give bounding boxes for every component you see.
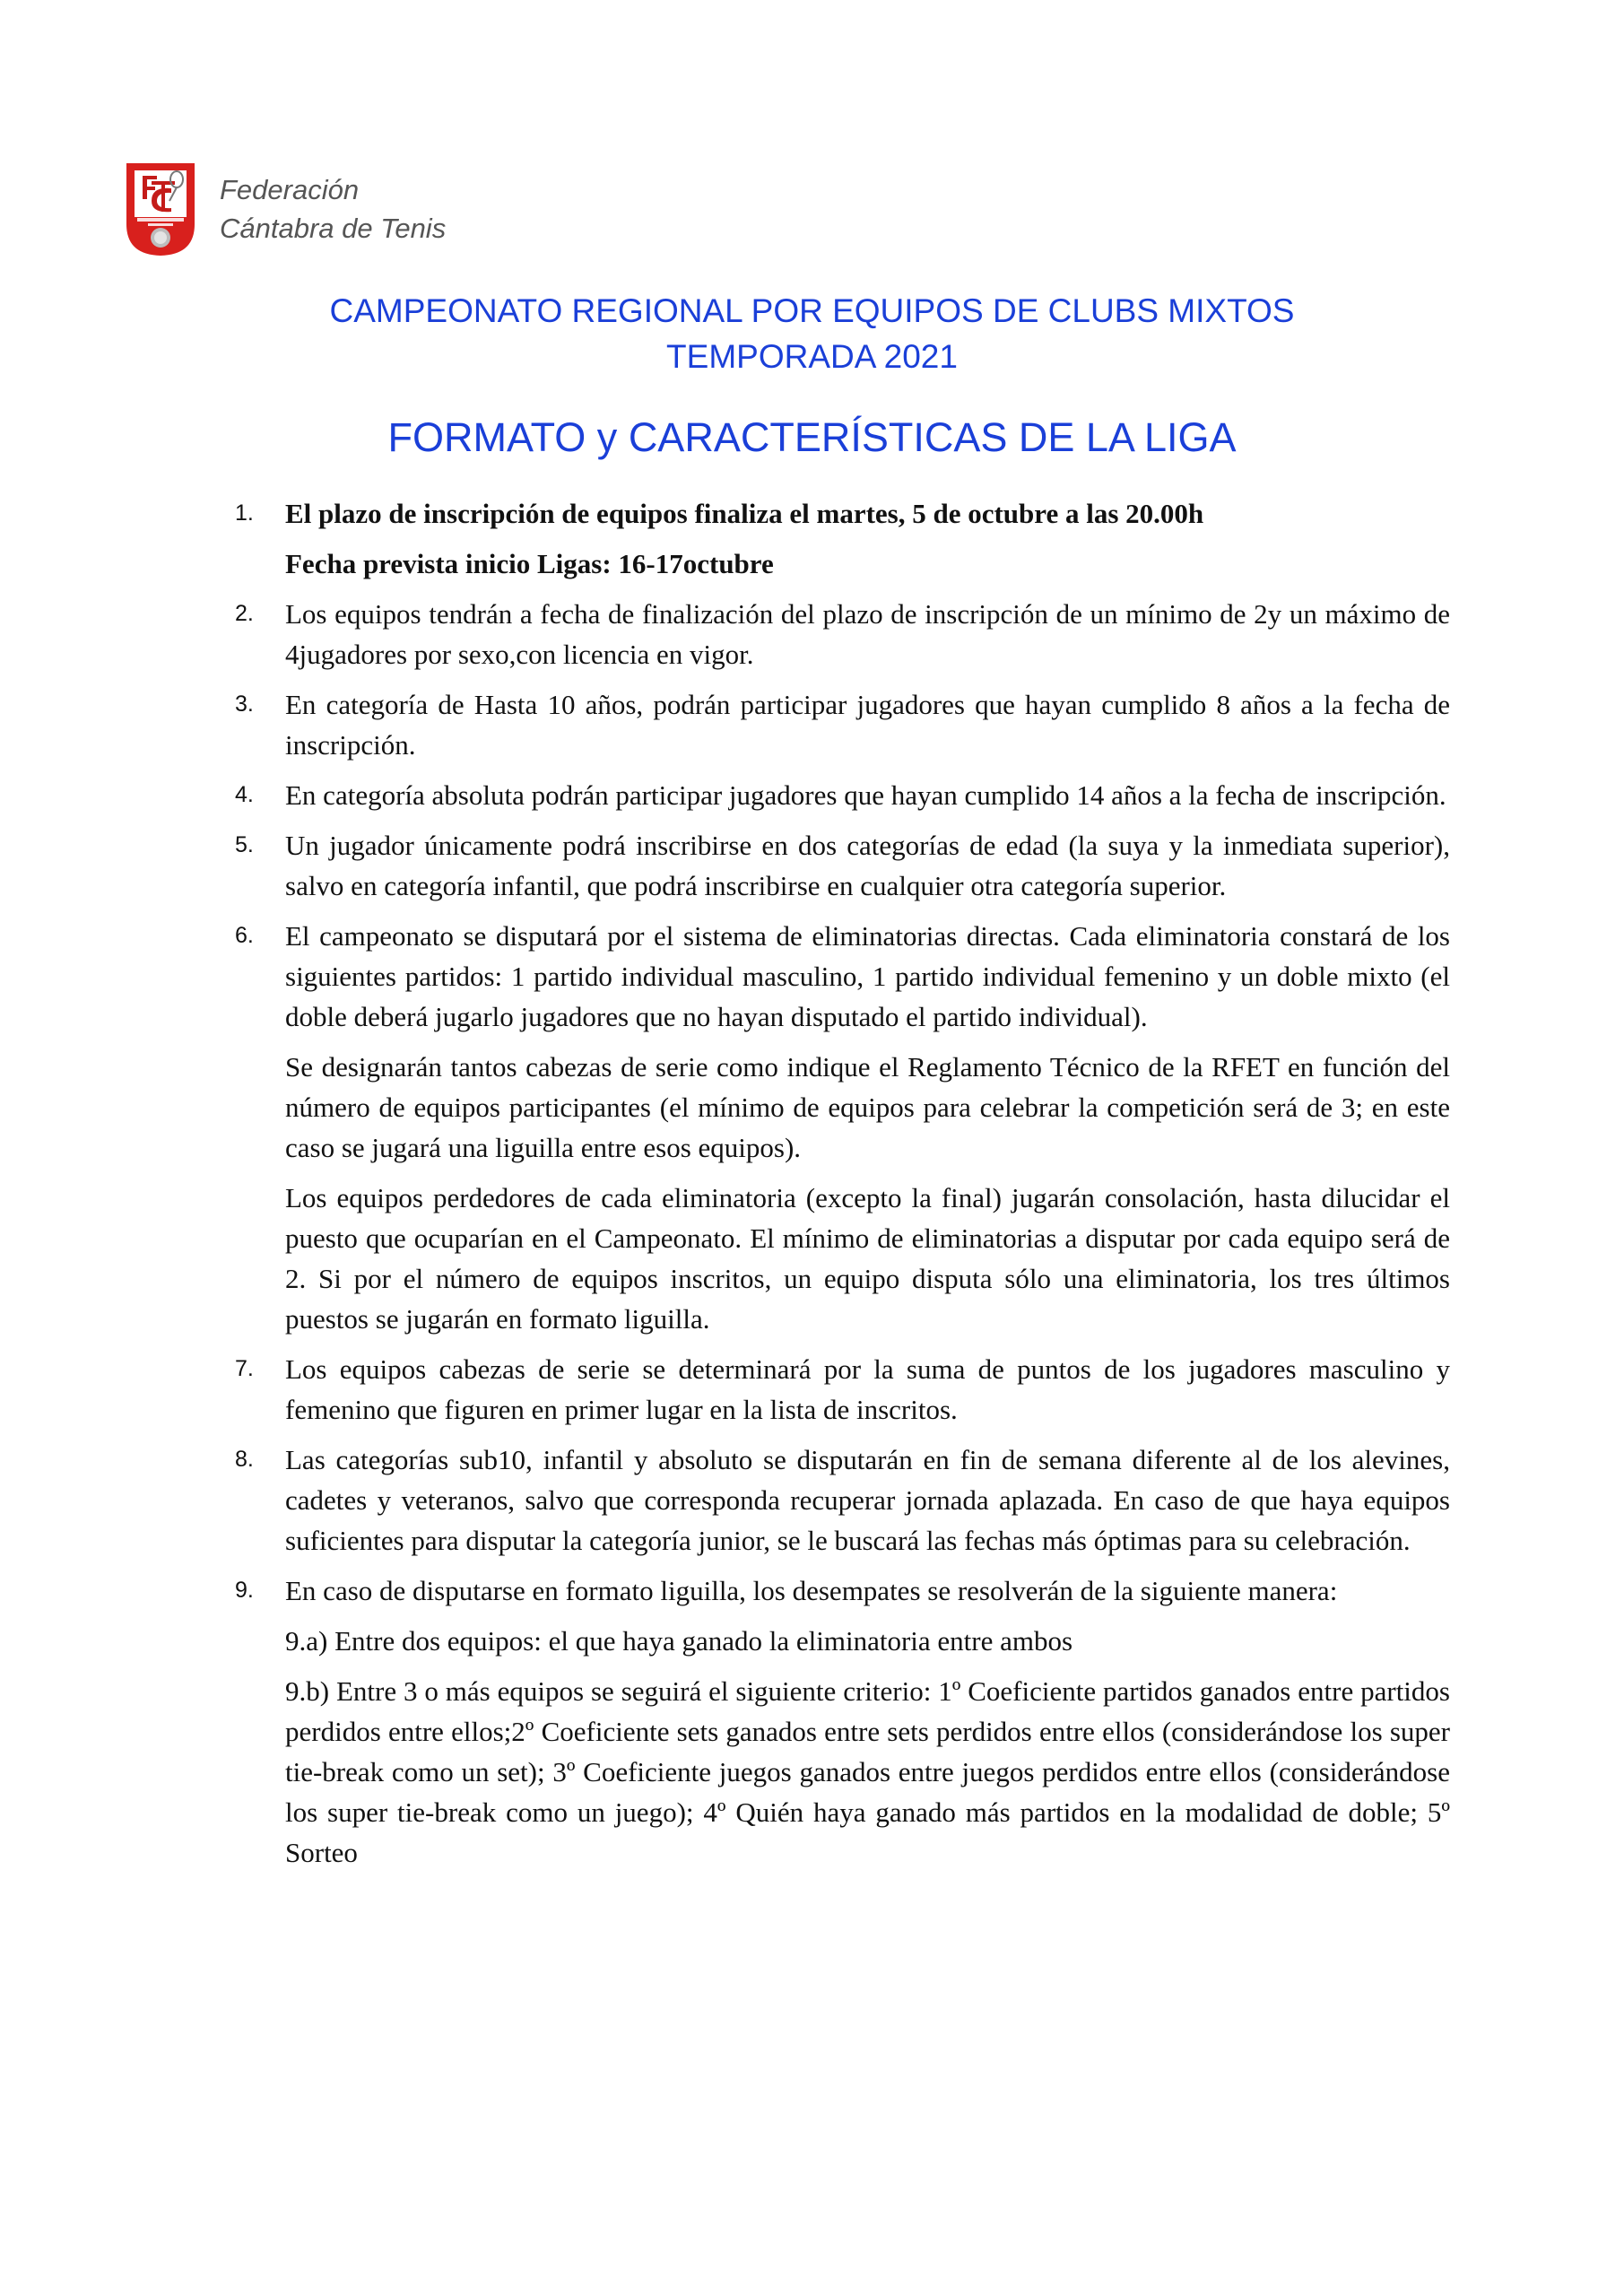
list-item [235, 594, 1450, 674]
list-item [235, 684, 1450, 765]
list-item [235, 1439, 1450, 1561]
item-text: Los equipos cabezas de serie se determinará por la suma de puntos de los jugadores masculino y femenino que figuren en primer lugar en la lista de inscritos. [285, 1353, 1450, 1425]
item-text: El plazo de inscripción de equipos finaliza el martes, 5 de octubre a las 20.00h [285, 498, 1204, 529]
item-number: 3. [235, 691, 254, 717]
item-number: 2. [235, 601, 254, 626]
item-number: 7. [235, 1356, 254, 1381]
organization-name-line1: Federación [220, 174, 360, 205]
item-text: En categoría de Hasta 10 años, podrán participar jugadores que hayan cumplido 8 años a la fecha de inscripción. [285, 689, 1450, 761]
list-item [235, 1349, 1450, 1430]
item-text: Los equipos perdedores de cada eliminatoria (excepto la final) jugarán consolación, hasta dilucidar el puesto que ocuparían en el Campeonato. El mínimo de eliminatorias a disputar por cada equipo será de 2. Si por el número de equipos inscritos, un equipo disputa sólo una eliminatoria, los tres últimos puestos se jugarán en formato liguilla. [285, 1182, 1450, 1335]
organization-name [220, 170, 446, 248]
list-item [235, 825, 1450, 906]
item-text: Un jugador únicamente podrá inscribirse en dos categorías de edad (la suya y la inmediata superior), salvo en categoría infantil, que podrá inscribirse en cualquier otra categoría superior. [285, 830, 1450, 901]
item-text: Fecha prevista inicio Ligas: 16-17octubre [285, 548, 774, 579]
item-text: En caso de disputarse en formato liguilla, los desempates se resolverán de la siguiente manera: [285, 1575, 1338, 1606]
item-text: 9.b) Entre 3 o más equipos se seguirá el siguiente criterio: 1º Coeficiente partidos ganados entre partidos perdidos entre ellos;2º Coeficiente sets ganados entre sets perdidos entre ellos (considerándose los super tie-break como un set); 3º Coeficiente juegos ganados entre juegos perdidos entre ellos (considerándose los super tie-break como un juego); 4º Quién haya ganado más partidos en la modalidad de doble; 5º Sorteo [285, 1675, 1450, 1868]
item-text: Las categorías sub10, infantil y absoluto se disputarán en fin de semana diferente al de los alevines, cadetes y veteranos, salvo que corresponda recuperar jornada aplazada. En caso de que haya equipos suficientes para disputar la categoría junior, se le buscará las fechas más óptimas para su celebración. [285, 1444, 1450, 1556]
document-subtitle: FORMATO y CARACTERÍSTICAS DE LA LIGA [387, 414, 1237, 460]
list-item [235, 1570, 1450, 1873]
item-number: 4. [235, 782, 254, 807]
item-text: Se designarán tantos cabezas de serie como indique el Reglamento Técnico de la RFET en función del número de equipos participantes (el mínimo de equipos para celebrar la competición será de 3; en este caso se jugará una liguilla entre esos equipos). [285, 1051, 1450, 1163]
item-number: 5. [235, 832, 254, 857]
item-text: El campeonato se disputará por el sistema de eliminatorias directas. Cada eliminatoria constará de los siguientes partidos: 1 partido individual masculino, 1 partido individual femenino y un doble mixto (el doble deberá jugarlo jugadores que no hayan disputado el partido individual). [285, 920, 1450, 1032]
item-text: En categoría absoluta podrán participar jugadores que hayan cumplido 14 años a la fecha de inscripción. [285, 779, 1446, 811]
list-item [235, 493, 1450, 584]
organization-name-line2: Cántabra de Tenis [220, 213, 447, 244]
item-number: 1. [235, 500, 254, 526]
item-number: 6. [235, 923, 254, 948]
document-title-line2: TEMPORADA 2021 [666, 338, 958, 375]
rules-list [235, 493, 1450, 1883]
document-title-line1: CAMPEONATO REGIONAL POR EQUIPOS DE CLUBS MIXTOS [329, 292, 1295, 329]
item-text: Los equipos tendrán a fecha de finalización del plazo de inscripción de un mínimo de 2y un máximo de 4jugadores por sexo,con licencia en vigor. [285, 598, 1450, 670]
item-number: 8. [235, 1447, 254, 1472]
item-text: 9.a) Entre dos equipos: el que haya ganado la eliminatoria entre ambos [285, 1625, 1073, 1657]
list-item [235, 916, 1450, 1339]
list-item [235, 775, 1450, 815]
federation-crest-icon [125, 161, 196, 257]
item-number: 9. [235, 1578, 254, 1603]
